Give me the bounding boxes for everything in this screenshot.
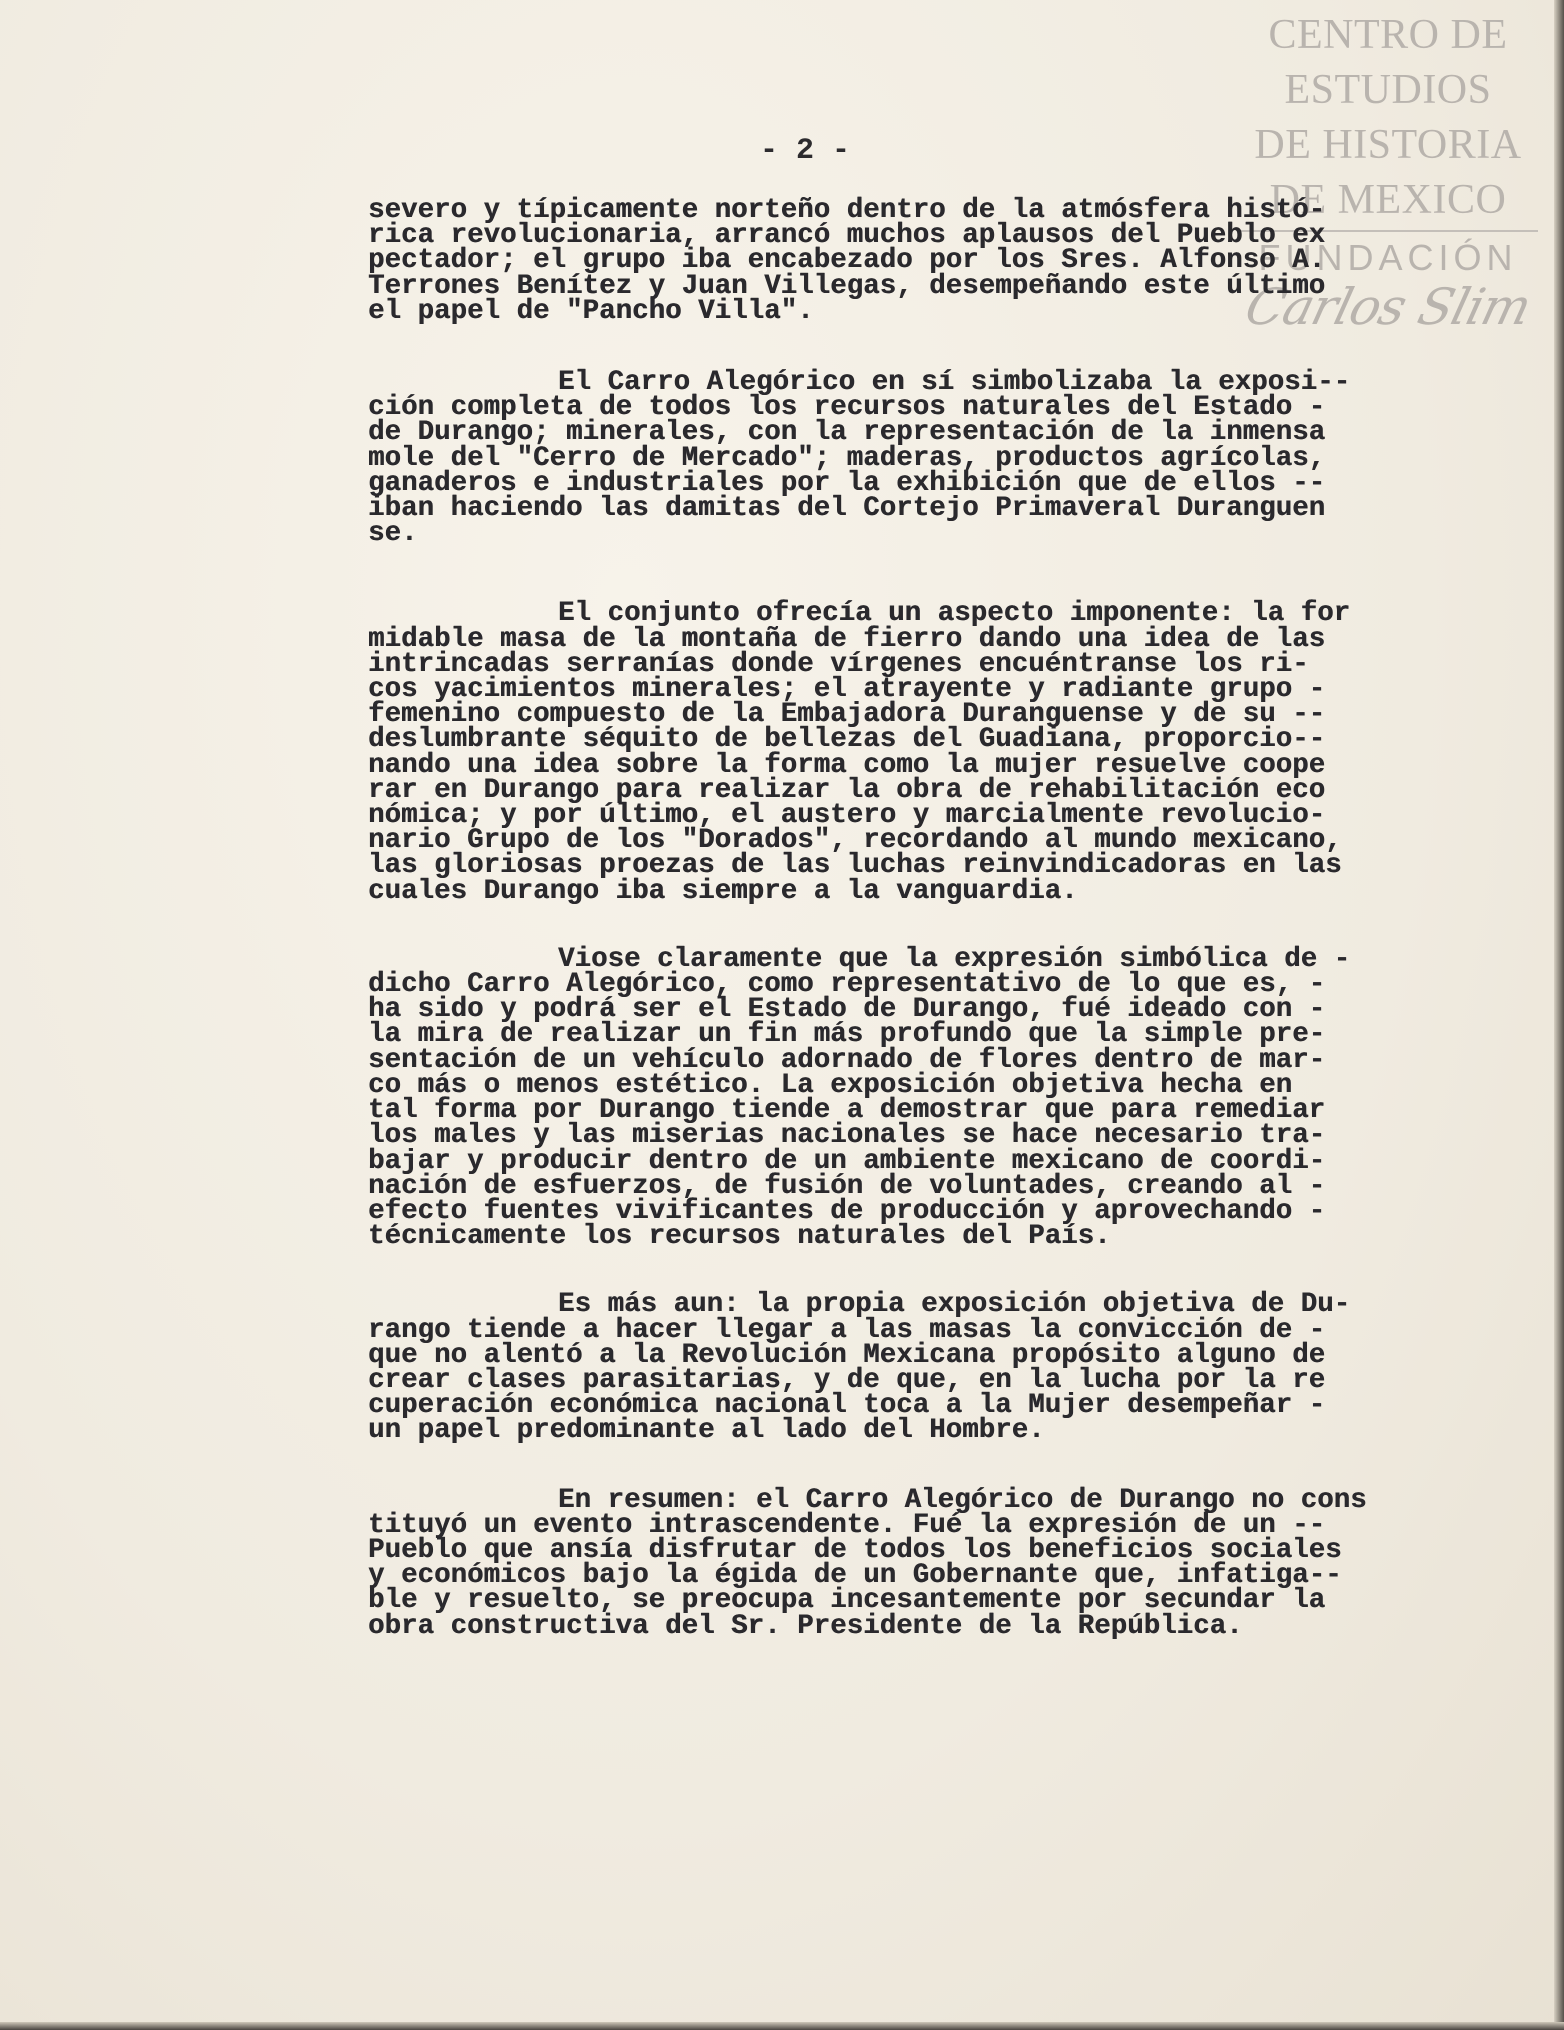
page-bottom-shadow [0, 2022, 1564, 2030]
text-line: ganaderos e industriales por la exhibición que de ellos -- [368, 467, 1326, 499]
text-line: pectador; el grupo iba encabezado por los Sres. Alfonso A. [368, 245, 1326, 277]
text-line: El conjunto ofrecía un aspecto imponente: la for [558, 598, 1351, 630]
watermark-line: CENTRO DE [1268, 12, 1508, 58]
text-line: obra constructiva del Sr. Presidente de la República. [368, 1610, 1243, 1642]
text-line: El Carro Alegórico en sí simbolizaba la exposi-- [558, 367, 1351, 399]
text-line: tituyó un evento intrascendente. Fué la expresión de un -- [368, 1509, 1326, 1541]
text-line: severo y típicamente norteño dentro de la atmósfera histó- [368, 195, 1326, 226]
watermark-signature: Carlos Slim [1239, 278, 1537, 336]
watermark-line: DE HISTORIA [1254, 122, 1522, 168]
text-line: el papel de "Pancho Villa". [368, 295, 814, 327]
text-line: Pueblo que ansía disfrutar de todos los beneficios sociales [368, 1534, 1342, 1566]
paragraph-4 [368, 943, 1448, 1253]
text-line: rango tiende a hacer llegar a las masas la convicción de - [368, 1314, 1326, 1346]
text-line: femenino compuesto de la Embajadora Duranguense y de su -- [368, 699, 1326, 731]
text-line: un papel predominante al lado del Hombre. [368, 1415, 1045, 1447]
text-line: sentación de un vehículo adornado de flores dentro de mar- [368, 1044, 1326, 1076]
text-line: intrincadas serranías donde vírgenes encuéntranse los ri- [368, 648, 1309, 680]
page-edge-shadow [1554, 0, 1564, 2030]
text-line: nación de esfuerzos, de fusión de voluntades, creando al - [368, 1170, 1326, 1202]
text-line: nario Grupo de los "Dorados", recordando al mundo mexicano, [368, 825, 1342, 857]
watermark-foundation: FUNDACIÓN [1238, 230, 1538, 278]
paragraph-6 [368, 1484, 1448, 1642]
text-line: ha sido y podrá ser el Estado de Durango, fué ideado con - [368, 994, 1326, 1026]
text-line: dicho Carro Alegórico, como representativo de lo que es, - [368, 969, 1326, 1001]
watermark-line: DE MEXICO [1269, 177, 1507, 223]
text-line: co más o menos estético. La exposición objetiva hecha en [368, 1069, 1293, 1101]
paragraph-5 [368, 1289, 1448, 1447]
text-line: cuales Durango iba siempre a la vanguardia. [368, 875, 1078, 907]
paragraph-3 [368, 598, 1448, 907]
text-line: cos yacimientos minerales; el atrayente y radiante grupo - [368, 674, 1326, 706]
text-line: de Durango; minerales, con la representación de la inmensa [368, 417, 1326, 449]
text-line: técnicamente los recursos naturales del País. [368, 1221, 1111, 1253]
text-line: se. [368, 518, 418, 550]
text-line: efecto fuentes vivificantes de producción y aprovechando - [368, 1195, 1326, 1227]
text-line: Es más aun: la propia exposición objetiva de Du- [558, 1289, 1351, 1321]
text-line: ción completa de todos los recursos naturales del Estado - [368, 392, 1326, 424]
text-line: rica revolucionaria, arrancó muchos aplausos del Pueblo ex [368, 220, 1326, 252]
text-line: mole del "Cerro de Mercado"; maderas, productos agrícolas, [368, 442, 1326, 474]
text-line: rar en Durango para realizar la obra de rehabilitación eco [368, 774, 1326, 806]
text-line: nómica; y por último, el austero y marcialmente revolucio- [368, 800, 1326, 832]
paragraph-2 [368, 367, 1448, 550]
text-line: Terrones Benítez y Juan Villegas, desempeñando este último [368, 270, 1326, 302]
text-line: las gloriosas proezas de las luchas reinvindicadoras en las [368, 850, 1342, 882]
text-line: bajar y producir dentro de un ambiente mexicano de coordi- [368, 1145, 1326, 1177]
text-line: la mira de realizar un fin más profundo que la simple pre- [368, 1019, 1326, 1051]
text-line: que no alentó a la Revolución Mexicana propósito alguno de [368, 1339, 1326, 1371]
text-line: deslumbrante séquito de bellezas del Guadiana, proporcio-- [368, 724, 1326, 756]
text-line: Viose claramente que la expresión simbólica de - [558, 943, 1351, 975]
text-line: ble y resuelto, se preocupa incesantemente por secundar la [368, 1585, 1326, 1617]
text-line: tal forma por Durango tiende a demostrar que para remediar [368, 1095, 1326, 1127]
watermark-line: ESTUDIOS [1284, 67, 1492, 113]
text-line: midable masa de la montaña de fierro dando una idea de las [368, 623, 1326, 655]
text-line: crear clases parasitarias, y de que, en la lucha por la re [368, 1364, 1326, 1396]
text-line: cuperación económica nacional toca a la Mujer desempeñar - [368, 1390, 1326, 1422]
text-line: los males y las miserias nacionales se hace necesario tra- [368, 1120, 1326, 1152]
paragraph-1 [368, 195, 1448, 327]
text-line: y económicos bajo la égida de un Gobernante que, infatiga-- [368, 1560, 1342, 1592]
page-number: - 2 - [760, 134, 851, 168]
typewritten-body [368, 195, 1448, 1642]
text-line: nando una idea sobre la forma como la mujer resuelve coope [368, 749, 1326, 781]
text-line: iban haciendo las damitas del Cortejo Primaveral Duranguen [368, 493, 1326, 525]
text-line: En resumen: el Carro Alegórico de Durango no cons [558, 1484, 1367, 1516]
